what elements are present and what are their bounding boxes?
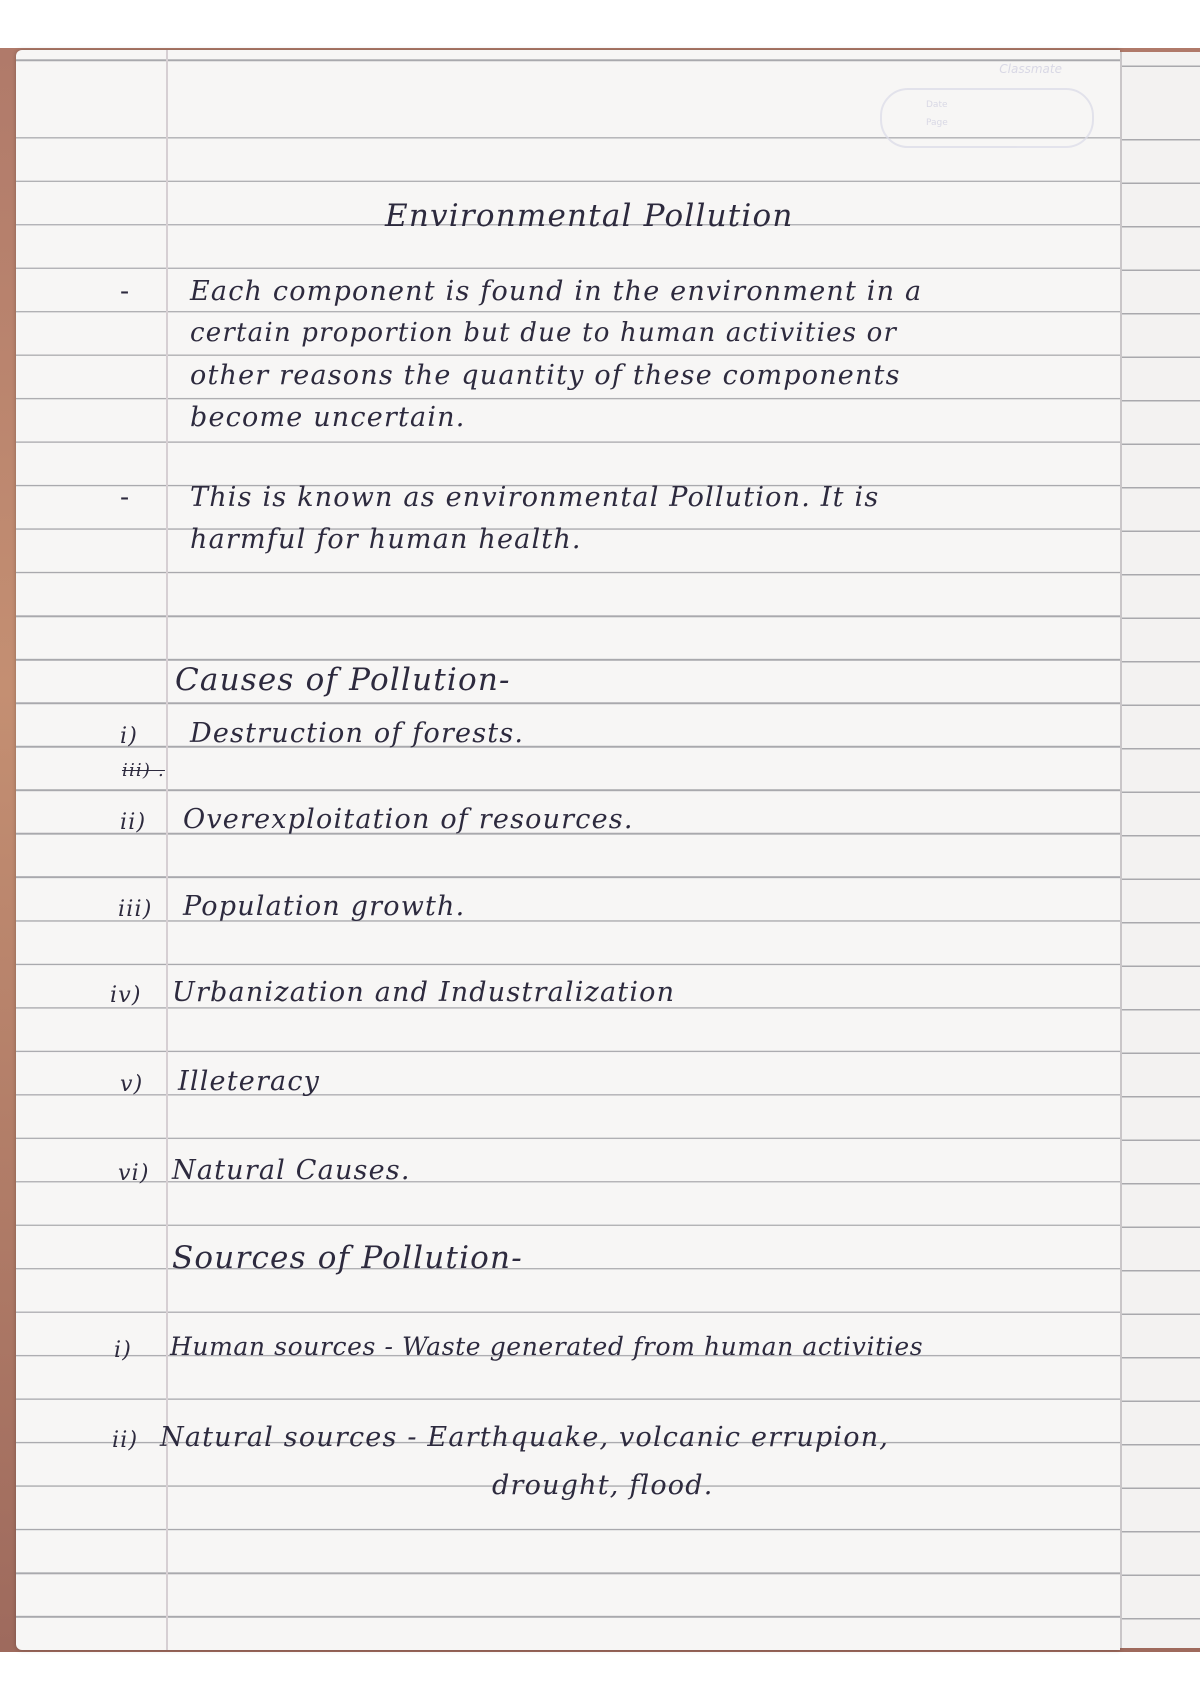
date-page-box	[880, 88, 1094, 148]
brand-logo-text: Classmate	[999, 62, 1062, 76]
source-number: i)	[114, 1338, 133, 1363]
cause-item: Overexploitation of resources.	[183, 804, 634, 835]
source-item: Natural sources - Earthquake, volcanic errupion,	[160, 1422, 890, 1453]
cause-number: iv)	[110, 983, 142, 1008]
margin-line	[166, 50, 168, 1650]
cause-item: Destruction of forests.	[190, 718, 525, 749]
bullet-dash: -	[120, 276, 131, 307]
cause-item: Urbanization and Industralization	[172, 977, 676, 1008]
cause-number: vi)	[118, 1161, 150, 1186]
page-title: Environmental Pollution	[385, 198, 794, 234]
intro-line: certain proportion but due to human activities or	[190, 318, 898, 348]
definition-line: harmful for human health.	[190, 524, 582, 555]
intro-line: become uncertain.	[190, 402, 466, 433]
cause-number: i)	[120, 724, 139, 749]
definition-line: This is known as environmental Pollution. It is	[190, 482, 880, 513]
cause-item: Natural Causes.	[172, 1155, 411, 1186]
cause-number: iii)	[118, 897, 153, 922]
bullet-dash: -	[120, 482, 131, 513]
page-label: Page	[926, 118, 948, 128]
source-item: Human sources - Waste generated from human activities	[170, 1332, 924, 1361]
intro-line: Each component is found in the environment in a	[190, 276, 923, 307]
source-number: ii)	[112, 1428, 139, 1453]
source-continuation: drought, flood.	[492, 1470, 714, 1501]
cause-number: ii)	[120, 810, 147, 835]
intro-line: other reasons the quantity of these components	[190, 360, 901, 391]
date-label: Date	[926, 100, 948, 110]
next-page-edge	[1120, 52, 1200, 1648]
cause-number: v)	[120, 1072, 144, 1097]
notebook-brand-stamp	[872, 62, 1102, 152]
cause-item: Illeteracy	[178, 1066, 321, 1097]
sources-heading: Sources of Pollution-	[172, 1240, 523, 1276]
cause-item: Population growth.	[183, 891, 466, 922]
struck-note: iii) .	[122, 760, 165, 781]
causes-heading: Causes of Pollution-	[175, 662, 511, 698]
